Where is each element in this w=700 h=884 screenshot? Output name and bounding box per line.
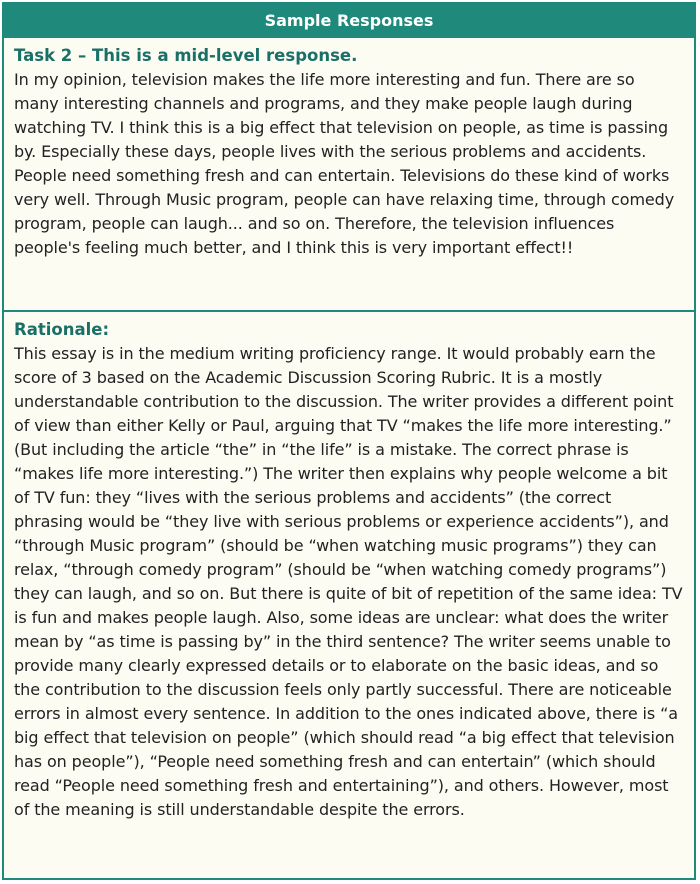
task-response-section — [4, 38, 694, 310]
task-response-text: In my opinion, television makes the life more interesting and fun. There are so many interesting channels and programs, and they make people laugh during watching TV. I think this is a big effect that television on people, as time is passing by. Especially these days, people lives with the serious problems and accidents. People need something fresh and can entertain. Televisions do these kind of works very well. Through Music program, people can have relaxing time, through comedy program, people can laugh... and so on. Therefore, the television influences people's feeling much better, and I think this is very important effect!! — [14, 70, 675, 257]
sample-responses-panel — [2, 2, 696, 880]
task-heading: Task 2 – This is a mid-level response. — [14, 46, 358, 65]
rationale-heading: Rationale: — [14, 320, 110, 339]
rationale-section — [4, 312, 694, 822]
panel-header: Sample Responses — [4, 4, 694, 38]
rationale-text: This essay is in the medium writing proficiency range. It would probably earn the score of 3 based on the Academic Discussion Scoring Rubric. It is a mostly understandable contribution to the discussion. The writer provides a different point of view than either Kelly or Paul, arguing that TV “makes the life more interesting.” (But including the article “the” in “the life” is a mistake. The correct phrase is “makes life more interesting.”) The writer then explains why people welcome a bit of TV fun: they “lives with the serious problems and accidents” (the correct phrasing would be “they live with serious problems or experience accidents”), and “through Music program” (should be “when watching music programs”) they can relax, “through comedy program” (should be “when watching comedy programs”) they can laugh, and so on. But there is quite of bit of repetition of the same idea: TV is fun and makes people laugh. Also, some ideas are unclear: what does the writer mean by “as time is passing by” in the third sentence? The writer seems unable to provide many clearly expressed details or to elaborate on the basic ideas, and so the contribution to the discussion feels only partly successful. There are noticeable errors in almost every sentence. In addition to the ones indicated above, there is “a big effect that television on people” (which should read “a big effect that television has on people”), “People need something fresh and can entertain” (which should read “People need something fresh and entertaining”), and others. However, most of the meaning is still understandable despite the errors. — [14, 344, 683, 819]
